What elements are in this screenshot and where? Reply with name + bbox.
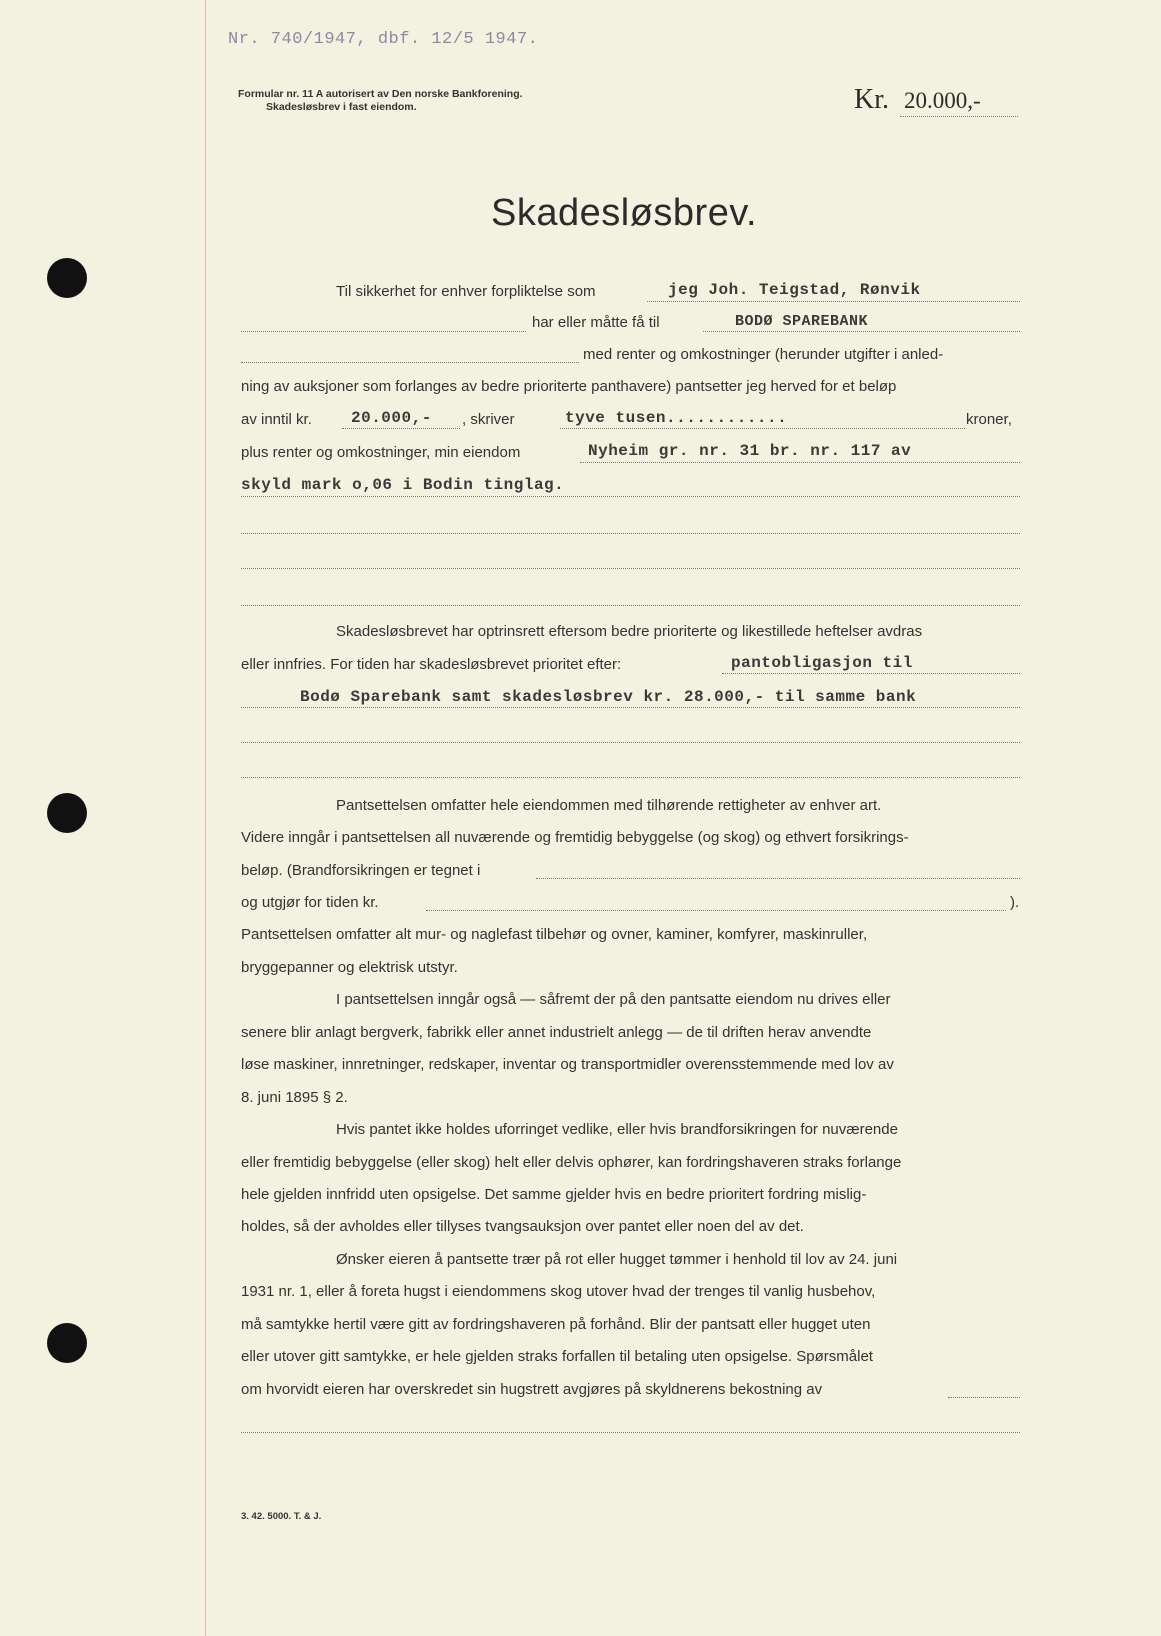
amount-dotline — [342, 428, 460, 429]
priority-line2-label: eller innfries. For tiden har skadesløsbrevet prioritet efter: — [241, 656, 622, 673]
clause-p4-line1: Ønsker eieren å pantsette trær på rot eller hugget tømmer i henhold til lov av 24. juni — [336, 1251, 898, 1268]
insurance-amount-dotline — [426, 910, 1006, 911]
property-value-line2: skyld mark o,06 i Bodin tinglag. — [241, 476, 565, 494]
punch-hole — [47, 1323, 87, 1363]
creditor-label: har eller måtte få til — [532, 314, 660, 331]
debtor-dotline — [647, 301, 1020, 302]
priority-dotline2 — [241, 707, 1020, 708]
punch-hole — [47, 258, 87, 298]
clause-p4-line5: om hvorvidt eieren har overskredet sin hugstrett avgjøres på skyldnerens bekostning av — [241, 1381, 823, 1398]
amount-words-dotline — [560, 428, 965, 429]
form-header-line1: Formular nr. 11 A autorisert av Den norske Bankforening. — [238, 88, 523, 100]
blank-dotline — [241, 777, 1020, 778]
clause-p1-line3: beløp. (Brandforsikringen er tegnet i — [241, 862, 481, 879]
amount-header-value: 20.000,- — [904, 88, 981, 113]
hugst-dotline — [948, 1397, 1020, 1398]
amount-words-value: tyve tusen............ — [565, 409, 788, 427]
interest-label: med renter og omkostninger (herunder utgifter i anled- — [583, 346, 944, 363]
interest-lead-dotline — [241, 362, 579, 363]
clause-p3-line1: Hvis pantet ikke holdes uforringet vedlike, eller hvis brandforsikringen for nuværende — [336, 1121, 898, 1138]
blank-dotline — [241, 1432, 1020, 1433]
priority-dotline1 — [722, 673, 1020, 674]
amount-value: 20.000,- — [351, 409, 432, 427]
creditor-value: BODØ SPAREBANK — [735, 313, 869, 330]
debtor-value: jeg Joh. Teigstad, Rønvik — [668, 281, 921, 299]
clause-p1-line5: Pantsettelsen omfatter alt mur- og naglefast tilbehør og ovner, kaminer, komfyrer, maskinruller, — [241, 926, 868, 943]
clause-p4-line3: må samtykke hertil være gitt av fordringshaveren på forhånd. Blir der pantsatt eller hugget uten — [241, 1316, 871, 1333]
clause-p2-line3: løse maskiner, innretninger, redskaper, inventar og transportmidler overensstemmende med lov av — [241, 1056, 894, 1073]
kroner-label: kroner, — [966, 411, 1012, 428]
document-title: Skadesløsbrev. — [491, 192, 758, 234]
blank-dotline — [241, 605, 1020, 606]
clause-p1-line2: Videre inngår i pantsettelsen all nuværende og fremtidig bebyggelse (og skog) og ethvert forsikrings- — [241, 829, 909, 846]
clause-p1-line1: Pantsettelsen omfatter hele eiendommen med tilhørende rettigheter av enhver art. — [336, 797, 882, 814]
intro-label: Til sikkerhet for enhver forpliktelse som — [336, 283, 596, 300]
creditor-dotline — [703, 331, 1020, 332]
clause-p3-line4: holdes, så der avholdes eller tillyses tvangsauksjon over pantet eller noen del av det. — [241, 1218, 804, 1235]
print-code-footer: 3. 42. 5000. T. & J. — [241, 1511, 322, 1522]
auction-line: ning av auksjoner som forlanges av bedre prioriterte panthavere) pantsetter jeg herved for et beløp — [241, 378, 897, 395]
priority-value-line2: Bodø Sparebank samt skadesløsbrev kr. 28.000,- til samme bank — [300, 688, 917, 706]
clause-p3-line3: hele gjelden innfridd uten opsigelse. Det samme gjelder hvis en bedre prioritert fordring mislig- — [241, 1186, 867, 1203]
clause-p4-line2: 1931 nr. 1, eller å foreta hugst i eiendommens skog utover hvad der trenges til vanlig husbehov, — [241, 1283, 876, 1300]
property-dotline2 — [241, 496, 1020, 497]
property-dotline1 — [580, 462, 1020, 463]
amount-label: av inntil kr. — [241, 411, 312, 428]
clause-p1-line4-end: ). — [1010, 894, 1020, 911]
punch-hole — [47, 793, 87, 833]
clause-p4-line4: eller utover gitt samtykke, er hele gjelden straks forfallen til betaling uten opsigelse. Spørsmålet — [241, 1348, 873, 1365]
amount-header-prefix: Kr. — [854, 84, 889, 115]
clause-p3-line2: eller fremtidig bebyggelse (eller skog) helt eller delvis ophører, kan fordringshaveren straks forlange — [241, 1154, 902, 1171]
registry-stamp: Nr. 740/1947, dbf. 12/5 1947. — [228, 30, 539, 49]
priority-line1: Skadesløsbrevet har optrinsrett eftersom bedre prioriterte og likestillede heftelser avdras — [336, 623, 923, 640]
clause-p2-line1: I pantsettelsen inngår også — såfremt der på den pantsatte eiendom nu drives eller — [336, 991, 891, 1008]
blank-dotline — [241, 533, 1020, 534]
margin-rule — [205, 0, 206, 1636]
blank-dotline — [241, 568, 1020, 569]
amount-header-dotline — [900, 116, 1018, 117]
insurance-dotline — [536, 878, 1020, 879]
clause-p1-line6: bryggepanner og elektrisk utstyr. — [241, 959, 458, 976]
words-label: , skriver — [462, 411, 515, 428]
creditor-lead-dotline — [241, 331, 526, 332]
priority-value-line1: pantobligasjon til — [731, 654, 913, 672]
clause-p2-line4: 8. juni 1895 § 2. — [241, 1089, 348, 1106]
clause-p1-line4: og utgjør for tiden kr. — [241, 894, 379, 911]
clause-p2-line2: senere blir anlagt bergverk, fabrikk eller annet industrielt anlegg — de til driften herav anvendte — [241, 1024, 872, 1041]
property-label: plus renter og omkostninger, min eiendom — [241, 444, 521, 461]
blank-dotline — [241, 742, 1020, 743]
form-header-line2: Skadesløsbrev i fast eiendom. — [266, 101, 417, 113]
property-value-line1: Nyheim gr. nr. 31 br. nr. 117 av — [588, 442, 912, 460]
